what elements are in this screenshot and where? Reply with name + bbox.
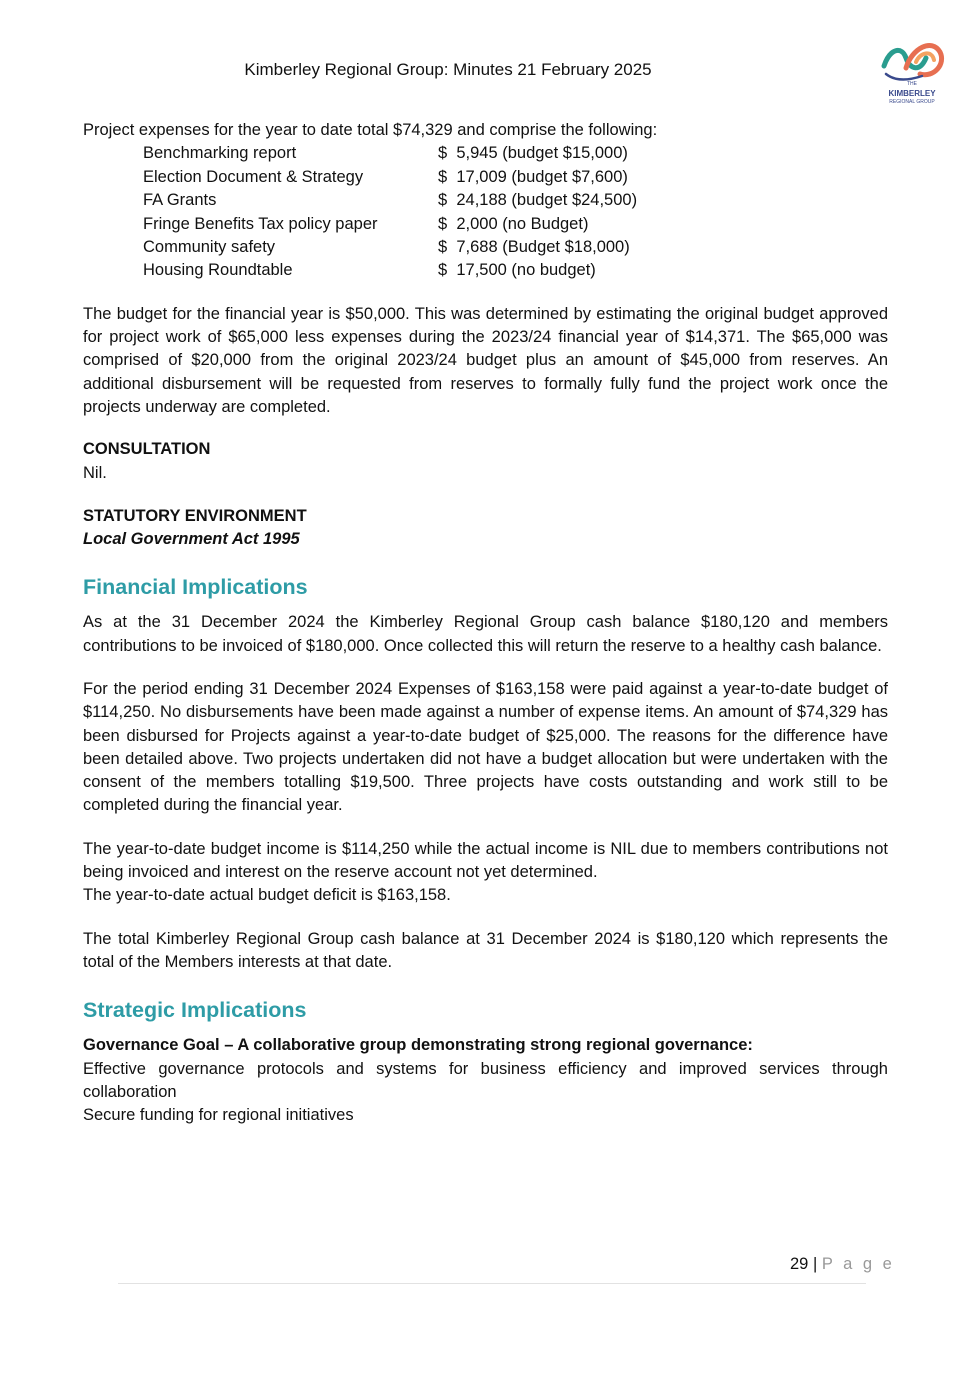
strategic-line-2: Secure funding for regional initiatives	[83, 1106, 354, 1125]
financial-paragraph-2: For the period ending 31 December 2024 Expenses of $163,158 were paid against a year-to-date budget of $114,250. No disbursements have been made against a number of expense items. An amount of $74,329 has been disbursed for Projects against a year-to-date budget of $25,000. The reasons for the difference have been detailed above. Two projects undertaken did not have a budget allocation but were undertaken with the consent of the members totalling $19,500. Three projects have costs outstanding and work still to be completed during the financial year.	[83, 680, 888, 815]
financial-paragraph-3b: The year-to-date actual budget deficit is $163,158.	[83, 886, 451, 905]
expense-row	[143, 142, 637, 165]
expense-amount: $ 24,188 (budget $24,500)	[438, 191, 638, 210]
strategic-implications-heading: Strategic Implications	[83, 998, 307, 1023]
expense-name: Election Document & Strategy	[143, 167, 364, 186]
page-footer	[790, 1255, 895, 1274]
expenses-intro: Project expenses for the year to date total $74,329 and comprise the following:	[83, 121, 658, 139]
page-label: P a g e	[821, 1255, 895, 1273]
expense-row	[143, 236, 637, 259]
strategic-line-1: Effective governance protocols and systems for business efficiency and improved services through collaboration	[83, 1059, 888, 1101]
expense-amount: $ 17,500 (no budget)	[438, 261, 596, 280]
budget-paragraph: The budget for the financial year is $50,000. This was determined by estimating the original budget approved for project work of $65,000 less expenses during the 2023/24 financial year of $14,371. The $65,000 was comprised of $20,000 from the original 2023/24 budget plus an amount of $45,000 from reserves. An additional disbursement will be requested from reserves to formally fully fund the project work once the projects underway are completed.	[83, 304, 888, 416]
page-separator: |	[812, 1255, 818, 1273]
expense-row	[143, 166, 637, 189]
logo-text	[876, 80, 948, 107]
consultation-text: Nil.	[83, 463, 107, 482]
document-body	[83, 119, 888, 1127]
expense-row	[143, 189, 637, 212]
page-header-title: Kimberley Regional Group: Minutes 21 February 2025	[244, 60, 652, 79]
expenses-table	[143, 142, 637, 282]
logo-sub: REGIONAL GROUP	[889, 99, 935, 105]
expense-name: Housing Roundtable	[143, 261, 293, 280]
expense-name: Community safety	[143, 237, 276, 256]
statutory-text: Local Government Act 1995	[83, 530, 300, 549]
expense-name: FA Grants	[143, 191, 217, 210]
financial-implications-heading: Financial Implications	[83, 575, 308, 600]
financial-paragraph-4: The total Kimberley Regional Group cash balance at 31 December 2024 is $180,120 which represents the total of the Members interests at that date.	[83, 929, 888, 971]
expense-amount: $ 5,945 (budget $15,000)	[438, 144, 628, 163]
statutory-heading: STATUTORY ENVIRONMENT	[83, 506, 307, 525]
financial-paragraph-1: As at the 31 December 2024 the Kimberley Regional Group cash balance $180,120 and members contributions to be invoiced of $180,000. Once collected this will return the reserve to a healthy cash balance.	[83, 613, 888, 655]
expense-name: Fringe Benefits Tax policy paper	[143, 214, 378, 233]
expense-name: Benchmarking report	[143, 144, 297, 163]
expense-amount: $ 17,009 (budget $7,600)	[438, 167, 628, 186]
page-number: 29	[790, 1255, 809, 1273]
expense-row	[143, 259, 637, 282]
footer-divider	[118, 1283, 866, 1284]
expense-amount: $ 7,688 (Budget $18,000)	[438, 237, 630, 256]
financial-paragraph-3: The year-to-date budget income is $114,250 while the actual income is NIL due to members contributions not being invoiced and interest on the reserve account not yet determined.	[83, 839, 888, 882]
consultation-heading: CONSULTATION	[83, 440, 211, 459]
logo-top-text: THE	[907, 81, 917, 87]
governance-goal: Governance Goal – A collaborative group demonstrating strong regional governance:	[83, 1036, 753, 1055]
expense-amount: $ 2,000 (no Budget)	[438, 214, 589, 233]
logo-name: KIMBERLEY	[888, 89, 936, 98]
expense-row	[143, 213, 637, 236]
